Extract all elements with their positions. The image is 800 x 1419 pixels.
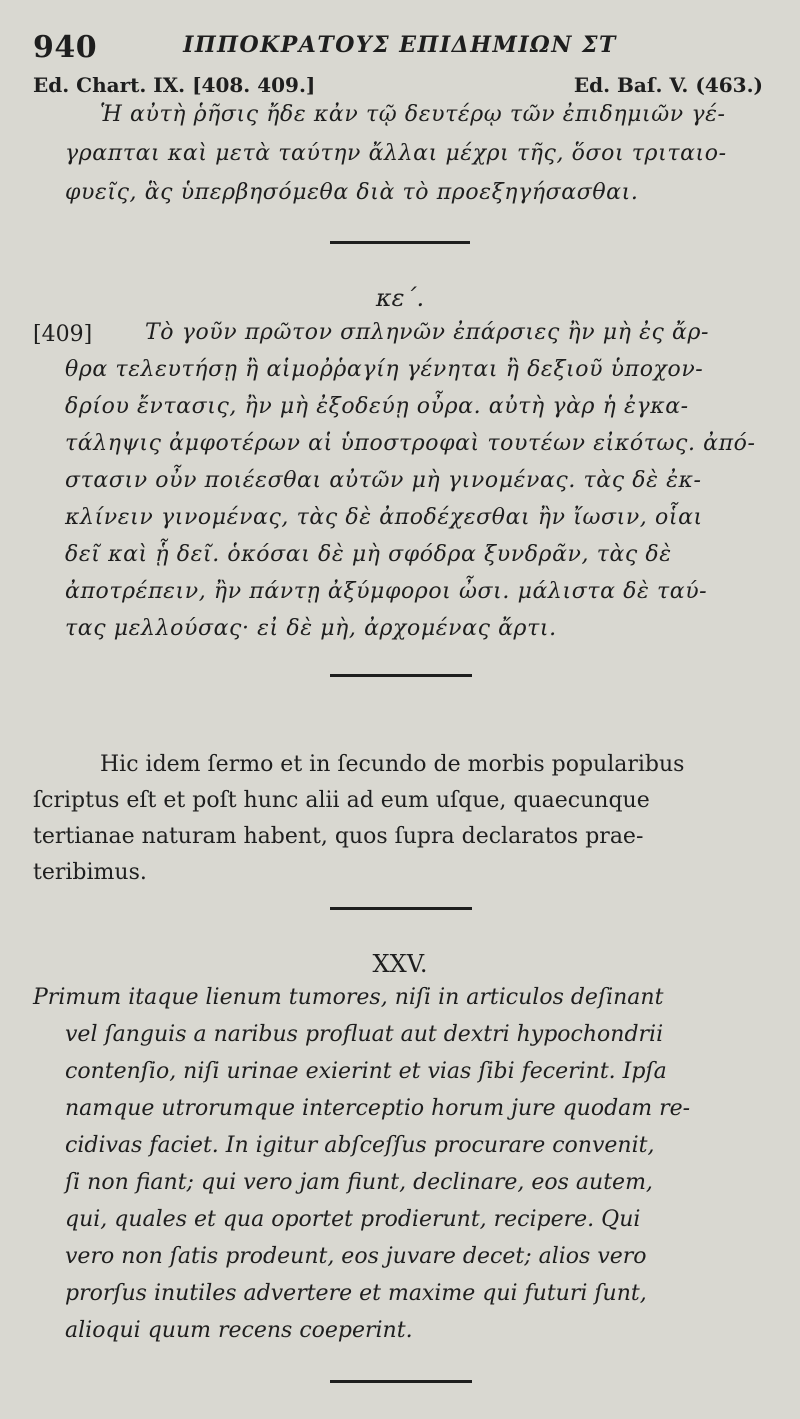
greek-text-line: θρα τελευτήσῃ ἢ αἱμοῤῥαγίη γένηται ἢ δεξιοῦ ὑποχον- (65, 357, 704, 382)
greek-intro-line: Ἡ αὐτὴ ῥῆσις ἤδε κἀν τῷ δευτέρῳ τῶν ἐπιδημιῶν γέ- (100, 102, 726, 127)
greek-intro-line: γραπται καὶ μετὰ ταύτην ἄλλαι μέχρι τῆς, ὅσοι τριταιο- (65, 141, 727, 166)
latin-text-line: ſi non fiant; qui vero jam fiunt, declinare, eos autem, (65, 1170, 653, 1195)
greek-text-line: Τὸ γοῦν πρῶτον σπληνῶν ἐπάρσιες ἢν μὴ ἐς ἄρ- (145, 320, 710, 345)
page-number: 940 (33, 30, 98, 65)
latin-text-line: Primum itaque lienum tumores, niſi in articulos deſinant (33, 985, 664, 1010)
latin-text-line: vel ſanguis a naribus profluat aut dextri hypochondrii (65, 1022, 664, 1047)
greek-section-number: κε΄. (375, 284, 425, 312)
section-divider (330, 1380, 472, 1383)
latin-intro-line: ſcriptus eſt et poſt hunc alii ad eum uſque, quaecunque (33, 788, 650, 813)
greek-text-line: στασιν οὖν ποιέεσθαι αὐτῶν μὴ γινομένας. τὰς δὲ ἐκ- (65, 468, 702, 493)
section-divider (330, 907, 472, 910)
greek-text-line: τας μελλούσας· εἰ δὲ μὴ, ἀρχομένας ἄρτι. (65, 616, 557, 641)
latin-intro-line: tertianae naturam habent, quos ſupra declaratos prae- (33, 824, 644, 849)
latin-intro-line: teribimus. (33, 860, 147, 885)
latin-text-line: alioqui quum recens coeperint. (65, 1318, 413, 1343)
edition-reference-left: Ed. Chart. IX. [408. 409.] (33, 73, 316, 97)
section-divider (330, 674, 472, 677)
latin-text-line: qui, quales et qua oportet prodierunt, recipere. Qui (65, 1207, 641, 1232)
latin-text-line: vero non ſatis prodeunt, eos juvare decet; alios vero (65, 1244, 647, 1269)
greek-text-line: τάληψις ἀμφοτέρων αἱ ὑποστροφαὶ τουτέων εἰκότως. ἀπό- (65, 431, 756, 456)
latin-section-number: XXV. (372, 950, 428, 978)
latin-text-line: prorſus inutiles advertere et maxime qui futuri ſunt, (65, 1281, 647, 1306)
greek-text-line: ἀποτρέπειν, ἢν πάντῃ ἀξύμφοροι ὦσι. μάλιστα δὲ ταύ- (65, 579, 708, 604)
greek-text-line: δεῖ καὶ ᾗ δεῖ. ὁκόσαι δὲ μὴ σφόδρα ξυνδρᾶν, τὰς δὲ (65, 542, 672, 567)
latin-text-line: contenſio, niſi urinae exierint et vias ſibi fecerint. Ipſa (65, 1059, 667, 1084)
edition-page-marker: [409] (33, 322, 93, 347)
latin-text-line: cidivas faciet. In igitur abſceſſus procurare convenit, (65, 1133, 655, 1158)
section-divider (330, 241, 470, 244)
edition-reference-right: Ed. Baſ. V. (463.) (573, 73, 763, 97)
running-title: ΙΠΠΟΚΡΑΤΟΥΣ ΕΠΙΔΗΜΙΩΝ ΣΤ (183, 32, 617, 58)
greek-intro-line: φυεῖς, ἃς ὑπερβησόμεθα διὰ τὸ προεξηγήσασθαι. (65, 180, 639, 205)
greek-text-line: δρίου ἔντασις, ἢν μὴ ἐξοδεύῃ οὖρα. αὐτὴ γὰρ ἡ ἐγκα- (65, 394, 689, 419)
latin-text-line: namque utrorumque interceptio horum jure quodam re- (65, 1096, 691, 1121)
greek-text-line: κλίνειν γινομένας, τὰς δὲ ἀποδέχεσθαι ἢν ἴωσιν, οἷαι (65, 505, 703, 530)
latin-intro-line: Hic idem ſermo et in ſecundo de morbis popularibus (100, 752, 685, 777)
